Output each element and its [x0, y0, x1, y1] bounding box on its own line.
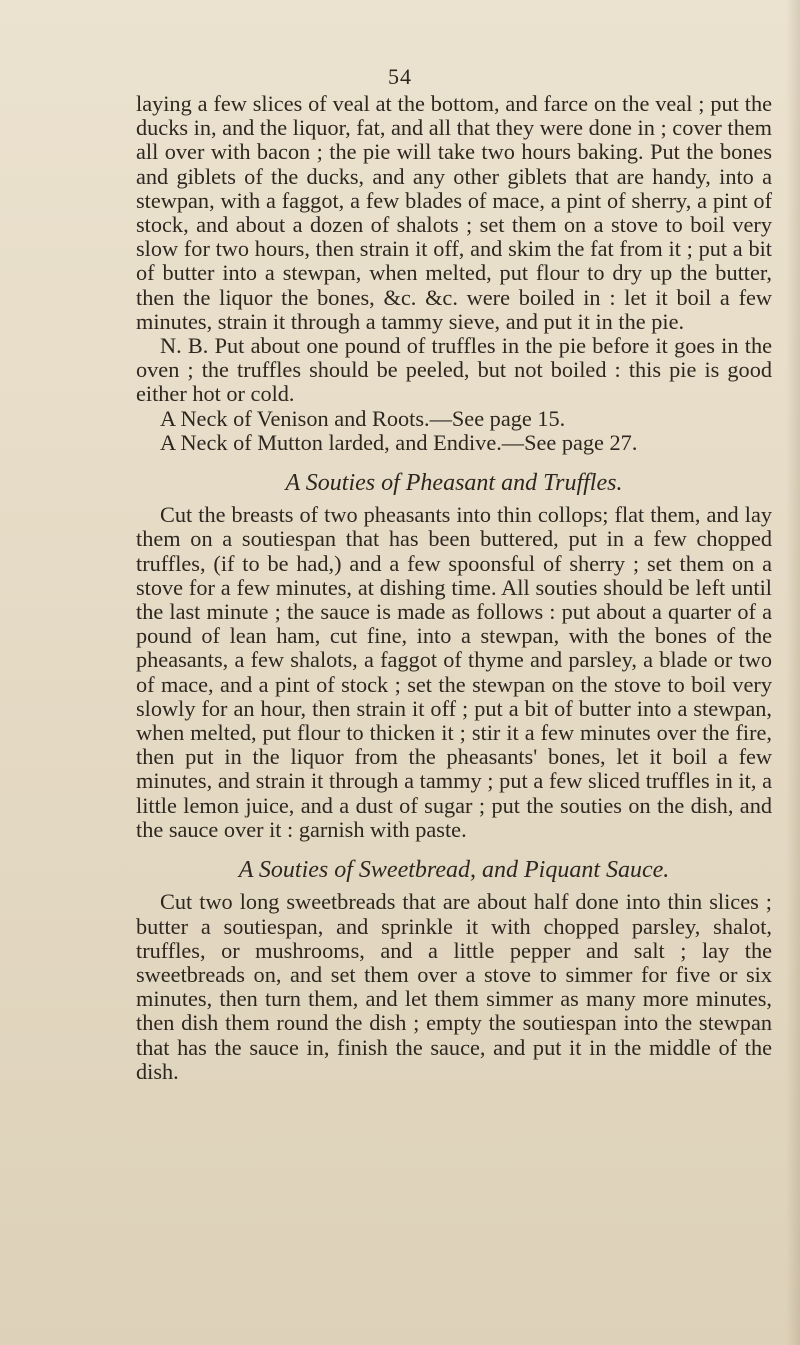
page-number: 54	[388, 64, 412, 89]
cross-reference: A Neck of Venison and Roots.—See page 15.	[160, 405, 566, 431]
recipe-body: Cut the breasts of two pheasants into thin collops; flat them, and lay them on a soutiespan that has been buttered, put in a few chopped truffles, (if to be had,) and a few spoonsful of sherry ; set them on a stove for a few minutes, at dishing time. All souties should be left until the last minute ; the sauce is made as follows : put about a quarter of a pound of lean ham, cut fine, into a stewpan, with the bones of the pheasants, a few shalots, a faggot of thyme and parsley, a blade or two of mace, and a pint of stock ; set the stewpan on the stove to boil very slowly for an hour, then strain it off ; put a bit of butter into a stewpan, when melted, put flour to thicken it ; stir it a few minutes over the fire, then put in the liquor from the pheasants' bones, let it boil a few minutes, and strain it through a tammy ; put a few sliced truffles in it, a little lemon juice, and a dust of sugar ; put the souties on the dish, and the sauce over it : garnish with paste.	[136, 502, 772, 842]
page-body	[136, 92, 772, 1084]
recipe-title: A Souties of Pheasant and Truffles.	[285, 470, 623, 497]
continuation-paragraph: laying a few slices of veal at the bottom, and farce on the veal ; put the ducks in, and the liquor, fat, and all that they were done in ; cover them all over with bacon ; the pie will take two hours baking. Put the bones and giblets of the ducks, and any other giblets that are handy, into a stewpan, with a faggot, a few blades of mace, a pint of sherry, a pint of stock, and about a dozen of shalots ; set them on a stove to boil very slow for two hours, then strain it off, and skim the fat from it ; put a bit of butter into a stewpan, when melted, put flour to dry up the butter, then the liquor the bones, &c. &c. were boiled in : let it boil a few minutes, strain it through a tammy sieve, and put it in the pie.	[136, 91, 772, 334]
cross-reference: A Neck of Mutton larded, and Endive.—See page 27.	[160, 429, 638, 455]
note-paragraph: N. B. Put about one pound of truffles in the pie before it goes in the oven ; the truffles should be peeled, but not boiled : this pie is good either hot or cold.	[136, 333, 772, 407]
recipe-body: Cut two long sweetbreads that are about half done into thin slices ; butter a soutiespan, and sprinkle it with chopped parsley, shalot, truffles, or mushrooms, and a little pepper and salt ; lay the sweetbreads on, and set them over a stove to simmer for five or six minutes, then turn them, and let them simmer as many more minutes, then dish them round the dish ; empty the soutiespan into the stewpan that has the sauce in, finish the sauce, and put it in the middle of the dish.	[136, 889, 772, 1084]
page-edge-shadow	[786, 0, 800, 1345]
recipe-title: A Souties of Sweetbread, and Piquant Sauce.	[238, 857, 670, 884]
